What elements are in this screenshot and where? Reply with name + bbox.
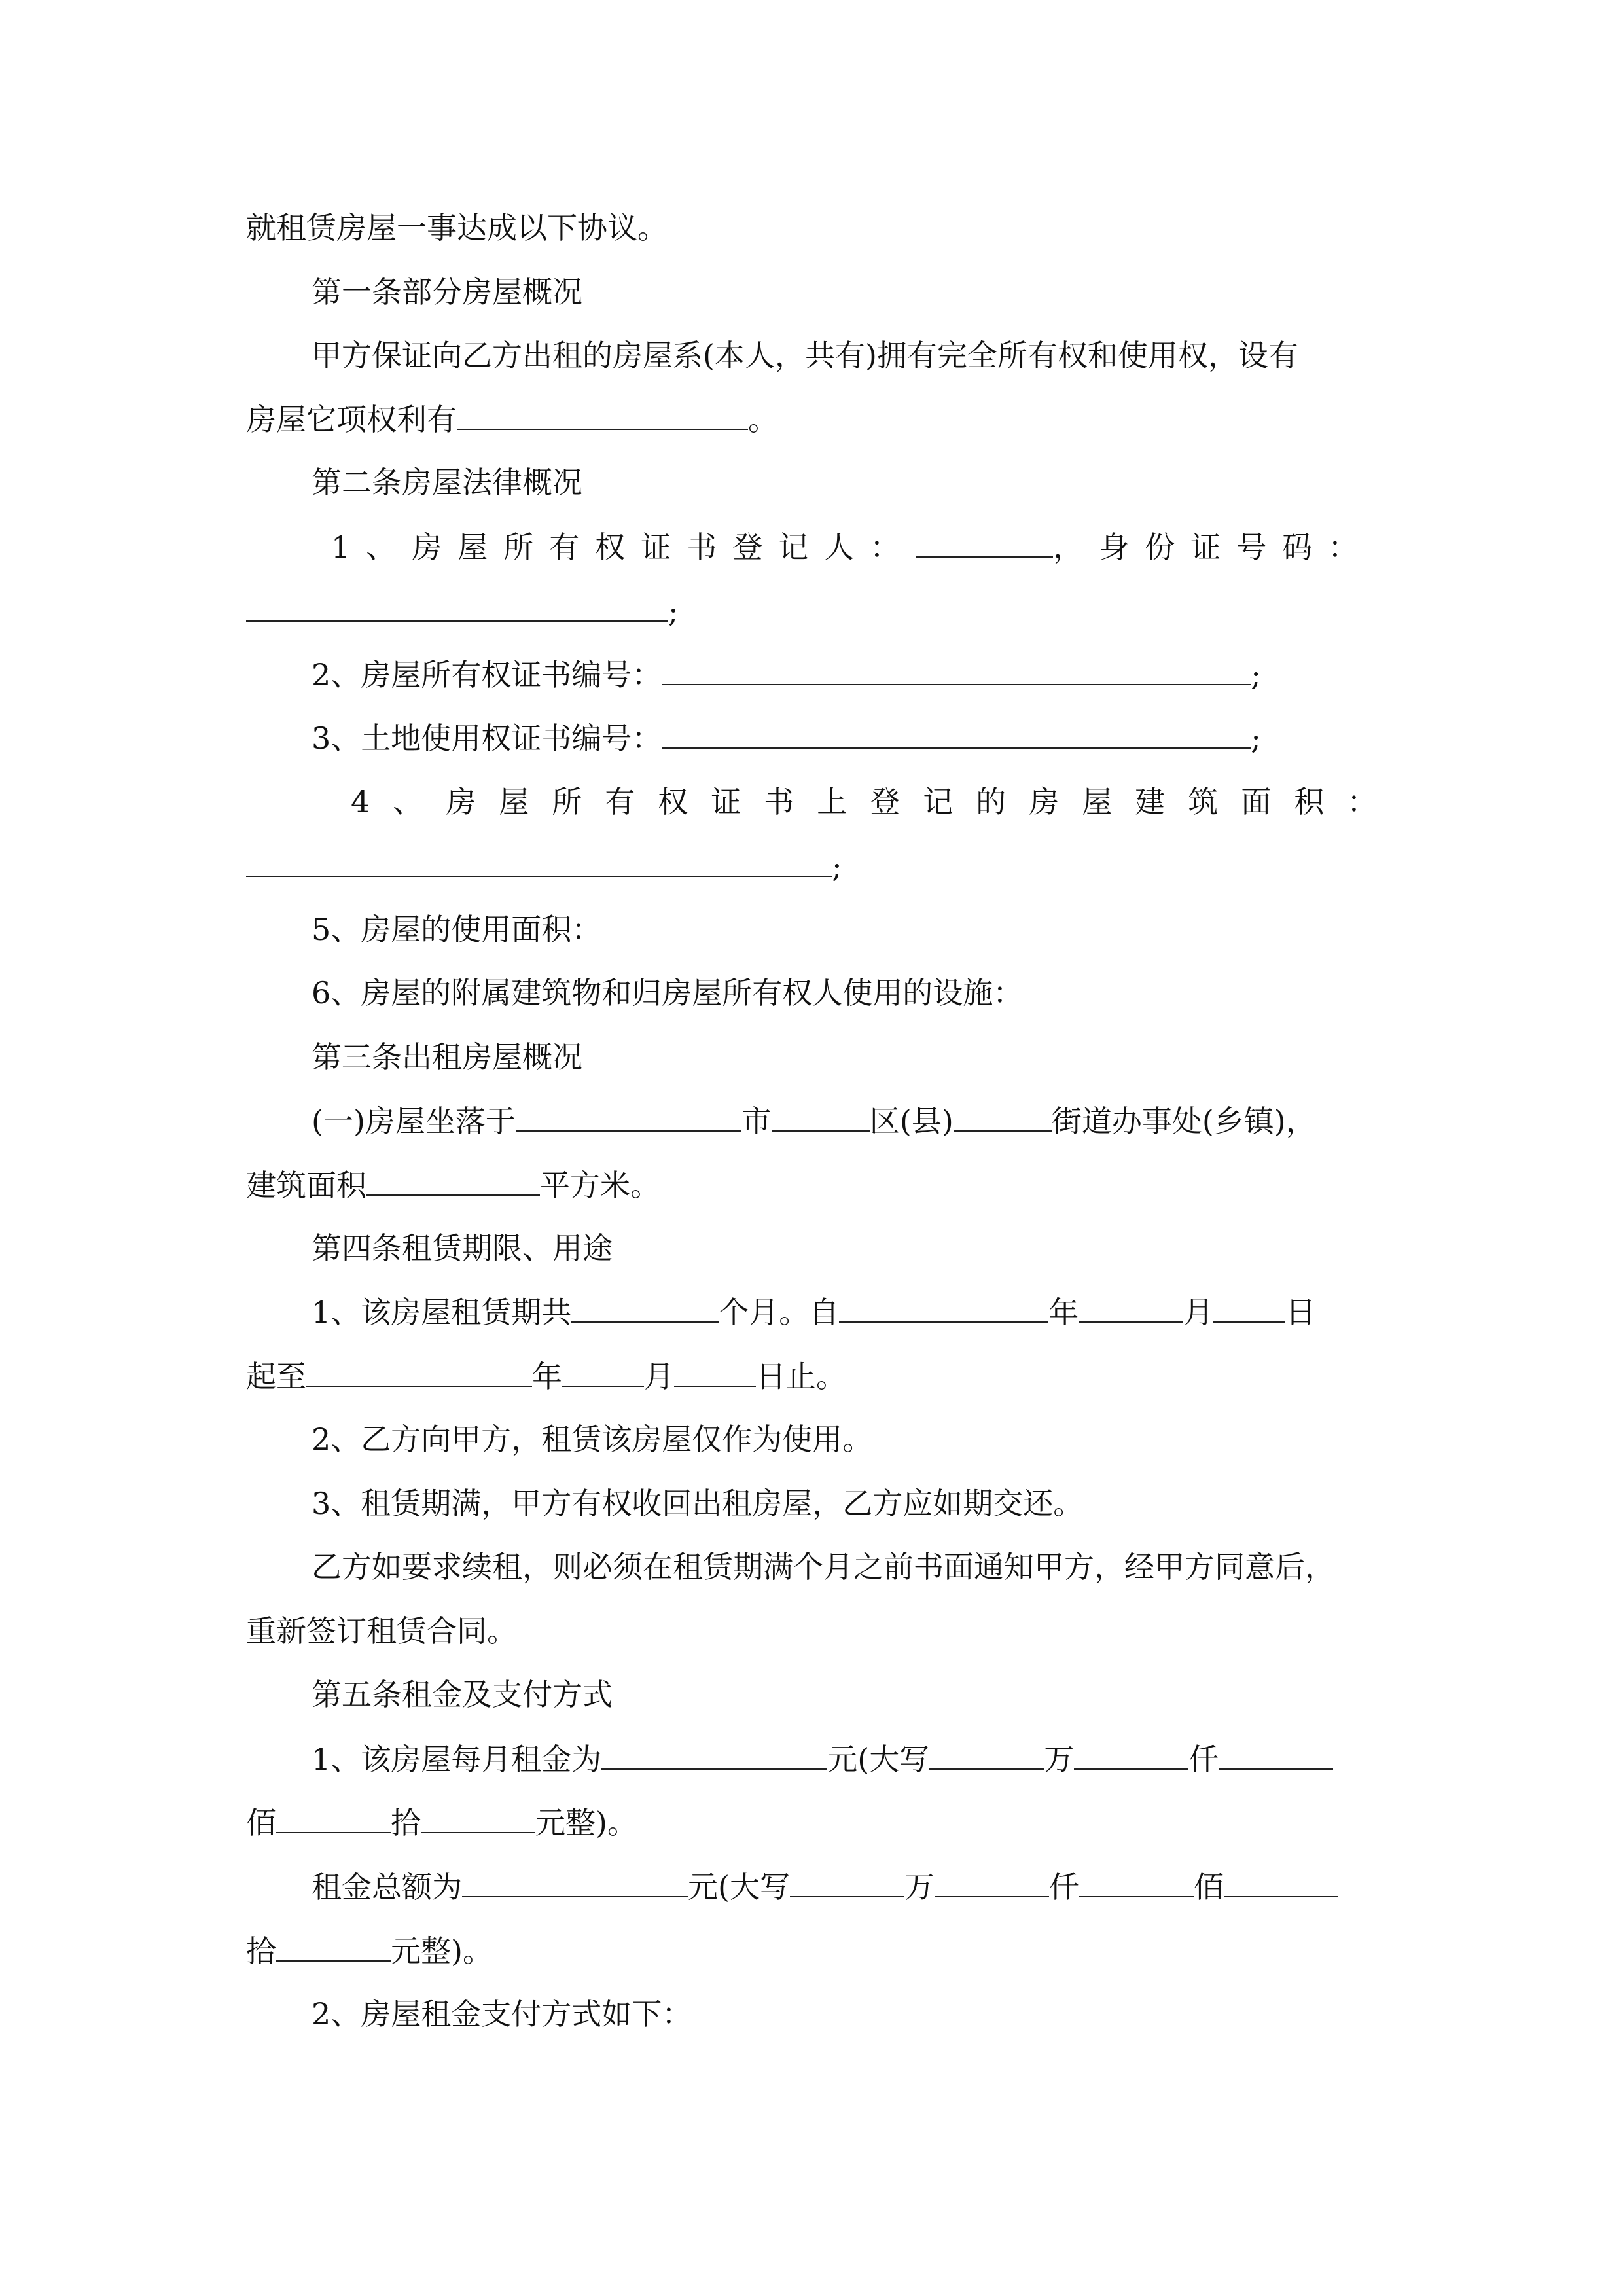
end-year-blank[interactable] [306, 1361, 532, 1387]
cert-number-label: 2、房屋所有权证书编号： [312, 657, 662, 692]
rent-wan-blank[interactable] [929, 1744, 1044, 1770]
monthly-rent-line: 1、该房屋每月租金为 元(大写 万 仟 [312, 1744, 1333, 1774]
total-rent-line-2: 拾 元整)。 [246, 1933, 493, 1969]
city-blank[interactable] [516, 1105, 741, 1132]
registered-area-blank[interactable] [246, 851, 832, 877]
land-cert-blank[interactable] [662, 723, 1251, 749]
article-3-title: 第三条出租房屋概况 [312, 1039, 582, 1075]
item-2-line: 2、房屋所有权证书编号： ; [312, 657, 1261, 692]
lease-term-line: 1、该房屋租赁期共 个月。自 年 月 日 [312, 1295, 1316, 1330]
total-bai-blank[interactable] [1079, 1871, 1194, 1897]
total-qian-blank[interactable] [935, 1871, 1049, 1897]
end-day-blank[interactable] [674, 1361, 756, 1387]
cert-number-blank[interactable] [662, 659, 1251, 685]
article-1-paragraph: 甲方保证向乙方出租的房屋系(本人，共有)拥有完全所有权和使用权，设有 [312, 338, 1298, 373]
registrant-blank[interactable] [916, 531, 1053, 558]
item-1-id-line: ; [246, 596, 679, 626]
registrant-label: 1、房屋所有权证书登记人： [331, 529, 916, 565]
usage-item: 2、乙方向甲方，租赁该房屋仅作为使用。 [312, 1422, 873, 1457]
start-month-blank[interactable] [1079, 1297, 1183, 1323]
months-blank[interactable] [571, 1297, 719, 1323]
rights-blank[interactable] [457, 404, 748, 430]
location-line: (一)房屋坐落于 市 区(县) 街道办事处(乡镇)， [312, 1103, 1316, 1139]
payment-method-item: 2、房屋租金支付方式如下： [312, 1996, 692, 2032]
land-cert-label: 3、土地使用权证书编号： [312, 721, 662, 756]
monthly-rent-line-2: 佰 拾 元整)。 [246, 1805, 637, 1840]
article-5-title: 第五条租金及支付方式 [312, 1677, 613, 1712]
rights-label: 房屋它项权利有 [246, 402, 457, 437]
rent-qian-blank[interactable] [1074, 1744, 1188, 1770]
item-4-area-line: ; [246, 851, 842, 882]
item-3-line: 3、土地使用权证书编号： ; [312, 721, 1261, 756]
rent-yuan-blank[interactable] [421, 1807, 535, 1833]
end-month-blank[interactable] [562, 1361, 644, 1387]
expiry-item: 3、租赁期满，甲方有权收回出租房屋，乙方应如期交还。 [312, 1486, 1084, 1521]
building-area-blank[interactable] [366, 1170, 540, 1196]
start-day-blank[interactable] [1213, 1297, 1285, 1323]
article-1-title: 第一条部分房屋概况 [312, 274, 582, 310]
total-yuan-blank[interactable] [276, 1935, 391, 1962]
article-1-rights-line [246, 404, 778, 435]
lease-end-line: 起至 年 月 日止。 [246, 1359, 846, 1394]
monthly-rent-blank[interactable] [601, 1744, 827, 1770]
item-4-line: 4、房屋所有权证书上登记的房屋建筑面积： [351, 784, 1400, 819]
start-year-blank[interactable] [839, 1297, 1048, 1323]
item-1-line [331, 529, 1374, 565]
renewal-paragraph-end: 重新签订租赁合同。 [246, 1613, 517, 1649]
total-wan-blank[interactable] [790, 1871, 904, 1897]
article-4-title: 第四条租赁期限、用途 [312, 1230, 613, 1266]
building-area-line: 建筑面积 平方米。 [246, 1168, 660, 1203]
rent-shi-blank[interactable] [276, 1807, 391, 1833]
total-rent-line: 租金总额为 元(大写 万 仟 佰 [312, 1871, 1338, 1902]
street-blank[interactable] [954, 1105, 1052, 1132]
rights-end: 。 [748, 402, 778, 437]
rent-bai-blank[interactable] [1219, 1744, 1333, 1770]
article-2-title: 第二条房屋法律概况 [312, 465, 582, 500]
id-number-blank[interactable] [246, 596, 668, 622]
item-5: 5、房屋的使用面积： [312, 912, 602, 947]
item-6: 6、房屋的附属建筑物和归房屋所有权人使用的设施： [312, 975, 1024, 1011]
renewal-paragraph: 乙方如要求续租，则必须在租赁期满个月之前书面通知甲方，经甲方同意后， [312, 1549, 1335, 1585]
total-shi-blank[interactable] [1224, 1871, 1338, 1897]
id-number-label: ，身份证号码： [1053, 529, 1374, 565]
total-rent-blank[interactable] [462, 1871, 688, 1897]
district-blank[interactable] [772, 1105, 870, 1132]
intro-text: 就租赁房屋一事达成以下协议。 [246, 210, 668, 245]
